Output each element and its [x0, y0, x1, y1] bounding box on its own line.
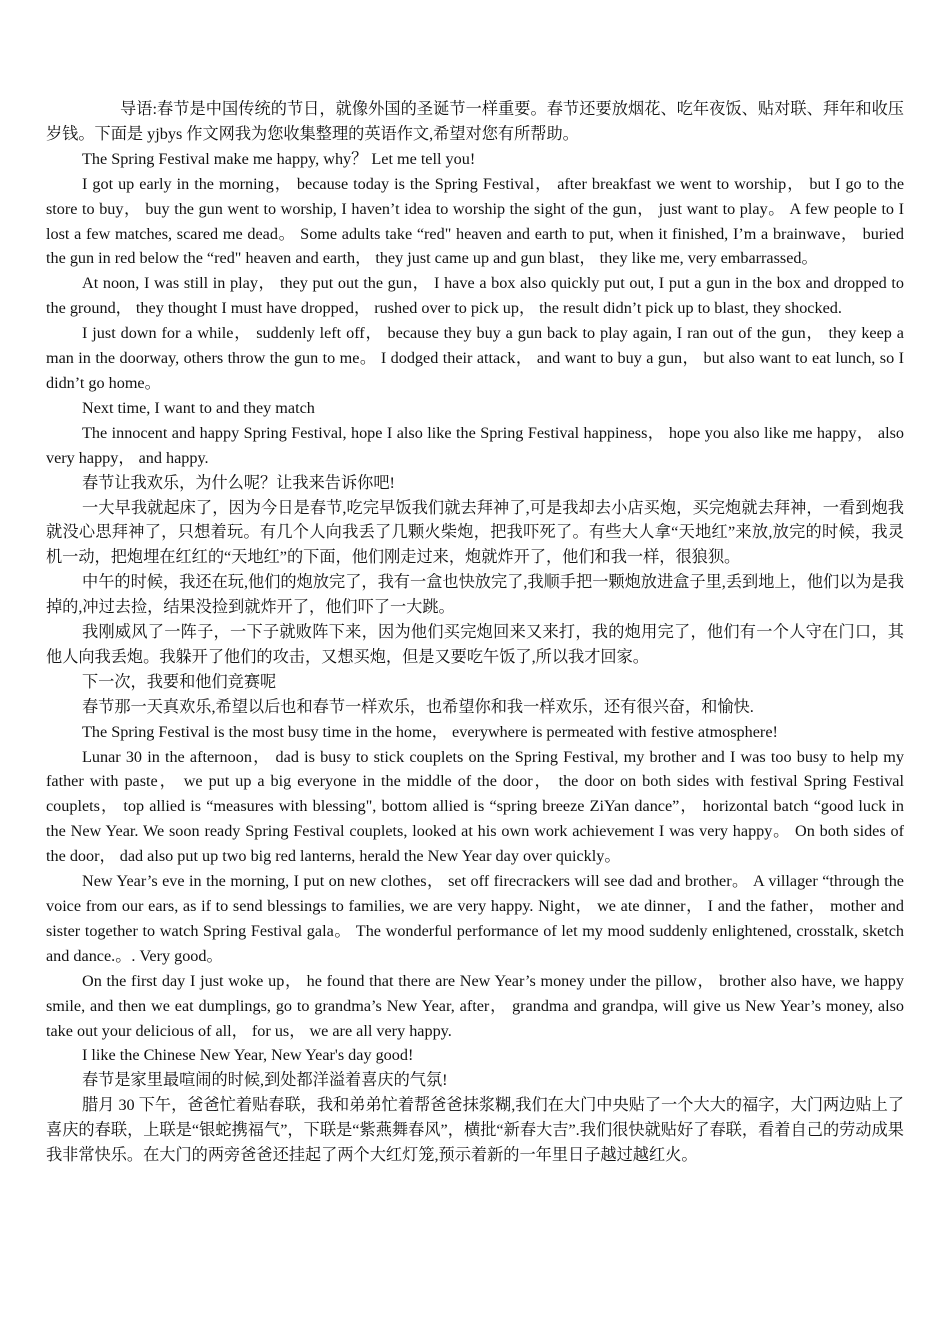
- paragraph: I like the Chinese New Year, New Year's day good!: [82, 1046, 414, 1065]
- paragraph: 下一次，我要和他们竞赛呢: [82, 672, 277, 691]
- paragraph: 一大早我就起床了，因为今日是春节,吃完早饭我们就去拜神了,可是我却去小店买炮，买完炮就去拜神，一看到炮我就没心思拜神了，只想着玩。有几个人向我丢了几颗火柴炮，把我吓死了。有些大人拿“天地红”来放,放完的时候，我灵机一动，把炮埋在红红的“天地红”的下面，他们刚走过来，炮就炸开了，他们和我一样，很狼狈。: [46, 498, 904, 567]
- paragraph: 腊月 30 下午，爸爸忙着贴春联，我和弟弟忙着帮爸爸抹浆糊,我们在大门中央贴了一个大大的福字，大门两边贴上了喜庆的春联，上联是“银蛇携福气”，下联是“紫燕舞春风”，横批“新春大吉”.我们很快就贴好了春联，看着自己的劳动成果我非常快乐。在大门的两旁爸爸还挂起了两个大红灯笼,预示着新的一年里日子越过越红火。: [46, 1096, 904, 1165]
- paragraph: 春节让我欢乐，为什么呢？让我来告诉你吧!: [82, 473, 395, 492]
- paragraph: On the first day I just woke up， he found that there are New Year’s money under the pillow， brother also have, we happy smile, and then we eat dumplings, go to grandma’s New Year, after， grandma and grandpa, will give us New Year’s money, also take out your delicious of all， for us， we are all very happy.: [46, 971, 904, 1040]
- paragraph: At noon, I was still in play， they put out the gun， I have a box also quickly put out, I put a gun in the box and dropped to the ground， they thought I must have dropped， rushed over to pick up， the result didn’t pick up to blast, they shocked.: [46, 274, 904, 318]
- paragraph: Next time, I want to and they match: [82, 398, 315, 417]
- paragraph: Lunar 30 in the afternoon， dad is busy to stick couplets on the Spring Festival, my brother and I was too busy to help my father with paste， we put up a big everyone in the middle of the door， the door on both sides with festival Spring Festival couplets， top allied is “measures with blessing", bottom allied is “spring breeze ZiYan dance”， horizontal batch “good luck in the New Year. We soon ready Spring Festival couplets, looked at his own work achievement I was very happy。 On both sides of the door， dad also put up two big red lanterns, herald the New Year day over quickly。: [46, 747, 904, 866]
- paragraph: I got up early in the morning， because today is the Spring Festival， after breakfast we went to worship， but I go to the store to buy， buy the gun went to worship, I haven’t idea to worship the sight of the gun， just want to play。 A few people to I lost a few matches, scared me dead。 Some adults take “red" heaven and earth to put, when it finished, I’m a brainwave， buried the gun in red below the “red" heaven and earth， they just came up and gun blast， they like me, very embarrassed。: [46, 174, 904, 268]
- paragraph: 春节是家里最喧闹的时候,到处都洋溢着喜庆的气氛!: [82, 1071, 448, 1090]
- paragraph: New Year’s eve in the morning, I put on new clothes， set off firecrackers will see dad and brother。 A villager “through the voice from our ears, as if to send blessings to families, we are very happy. Night， we ate dinner， I and the father， mother and sister together to watch Spring Festival gala。 The wonderful performance of let my mood suddenly enlightened, crosstalk, sketch and dance.。. Very good。: [46, 872, 904, 965]
- paragraph: 春节那一天真欢乐,希望以后也和春节一样欢乐，也希望你和我一样欢乐，还有很兴奋，和愉快.: [82, 697, 754, 716]
- intro-paragraph: 导语:春节是中国传统的节日，就像外国的圣诞节一样重要。春节还要放烟花、吃年夜饭、贴对联、拜年和收压岁钱。下面是 yjbys 作文网我为您收集整理的英语作文,希望对您有所帮助。: [46, 100, 904, 143]
- paragraph: 我刚威风了一阵子，一下子就败阵下来，因为他们买完炮回来又来打，我的炮用完了，他们有一个人守在门口，其他人向我丢炮。我躲开了他们的攻击，又想买炮，但是又要吃午饭了,所以我才回家。: [46, 623, 904, 666]
- paragraph: The Spring Festival is the most busy time in the home， everywhere is permeated with festive atmosphere!: [82, 722, 778, 741]
- paragraph: The Spring Festival make me happy, why？ Let me tell you!: [82, 149, 476, 168]
- paragraph: 中午的时候，我还在玩,他们的炮放完了，我有一盒也快放完了,我顺手把一颗炮放进盒子里,丢到地上，他们以为是我掉的,冲过去捡，结果没捡到就炸开了，他们吓了一大跳。: [46, 573, 904, 617]
- document-body: [46, 97, 904, 1168]
- paragraph: I just down for a while， suddenly left off， because they buy a gun back to play again, I ran out of the gun， they keep a man in the doorway, others throw the gun to me。 I dodged their attack， and want to buy a gun， but also want to eat lunch, so I didn’t go home。: [46, 324, 904, 392]
- paragraph: The innocent and happy Spring Festival, hope I also like the Spring Festival happiness， hope you also like me happy， also very happy， and happy.: [46, 423, 904, 467]
